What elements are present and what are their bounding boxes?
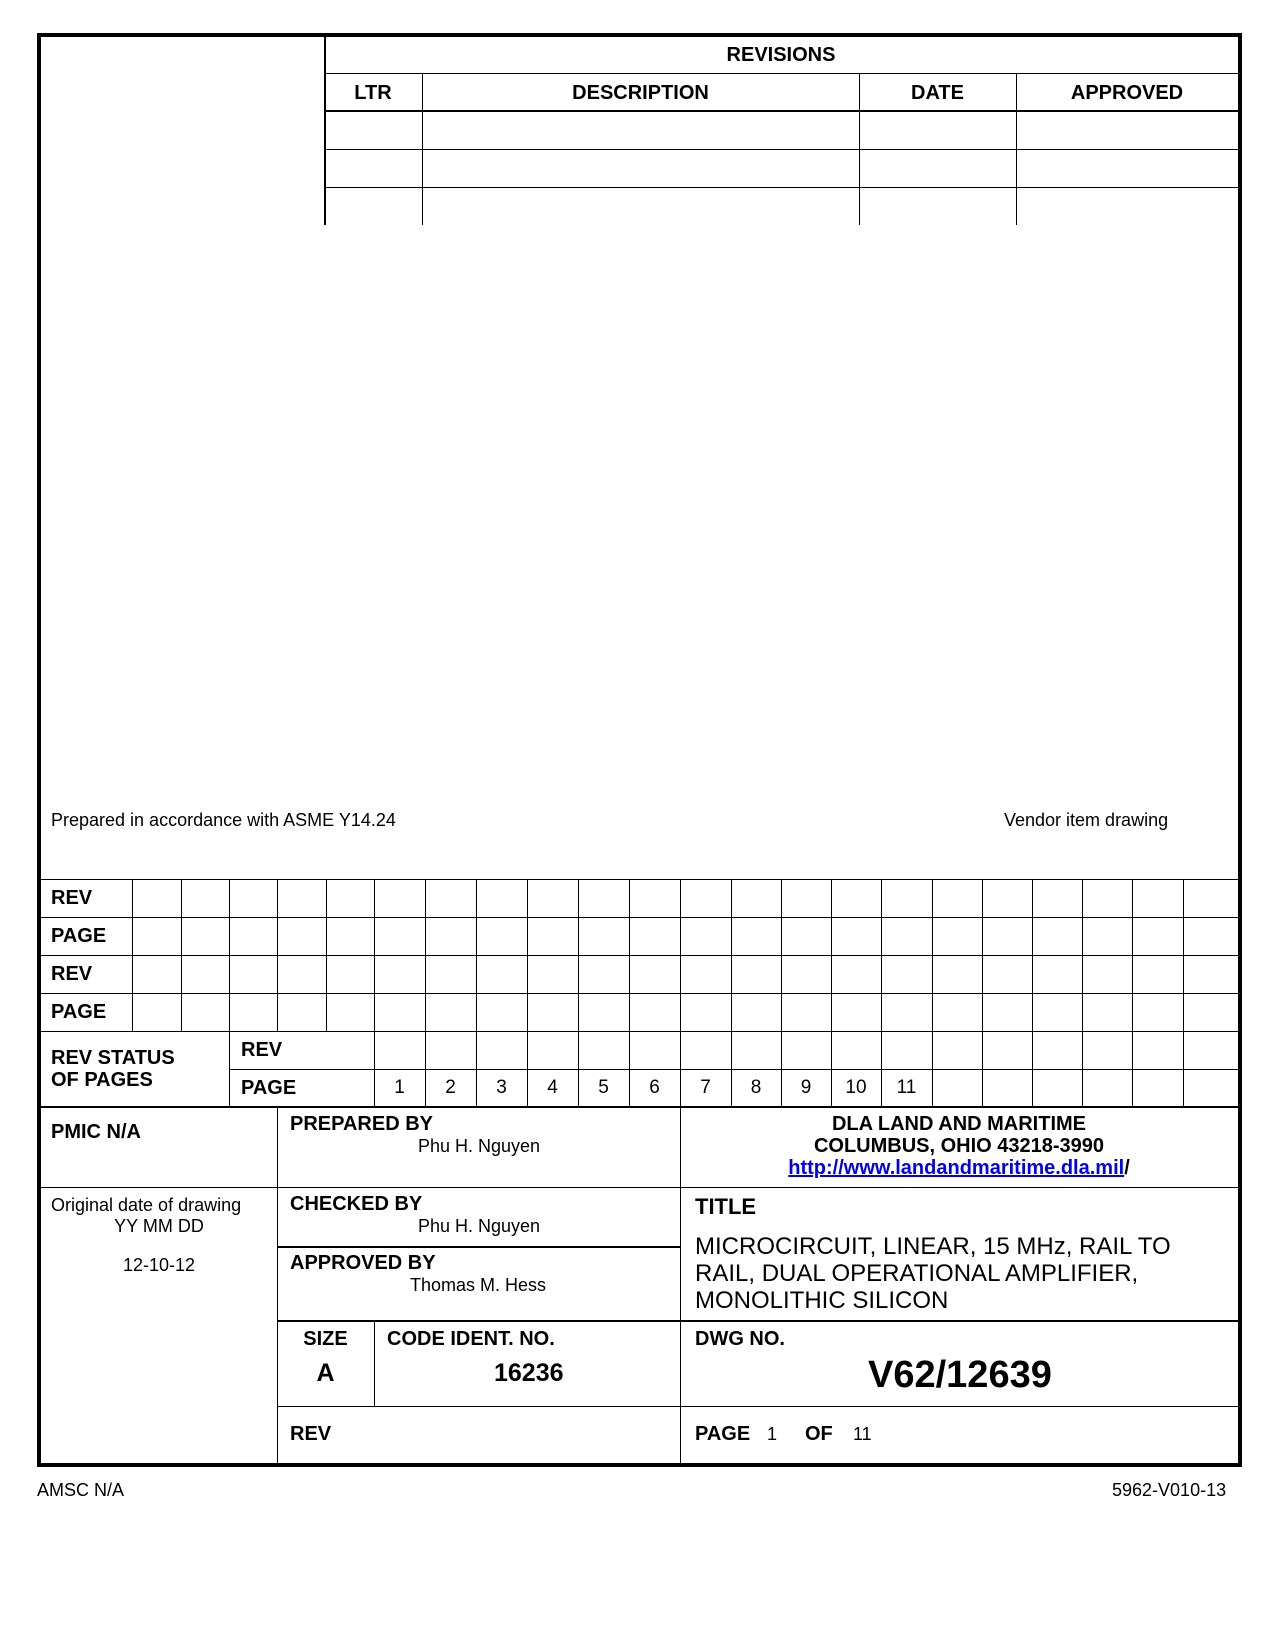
- dwg-no-value: V62/12639: [868, 1354, 1052, 1396]
- checked-by-name: Phu H. Nguyen: [418, 1216, 541, 1236]
- divider: [1032, 879, 1033, 1106]
- divider: [41, 955, 1238, 956]
- rev-row-label: REV: [51, 963, 93, 985]
- divider: [41, 879, 1238, 880]
- divider: [277, 879, 278, 1031]
- agency-name: DLA LAND AND MARITIME: [831, 1113, 1087, 1135]
- divider: [41, 1187, 1238, 1188]
- divider: [1132, 879, 1133, 1106]
- divider: [41, 917, 1238, 918]
- revisions-header-date: DATE: [911, 82, 964, 104]
- size-value: A: [316, 1359, 335, 1387]
- revisions-header-description: DESCRIPTION: [572, 82, 709, 104]
- of-label: OF: [805, 1423, 833, 1445]
- approved-by-label: APPROVED BY: [290, 1252, 436, 1274]
- amsc-note: AMSC N/A: [37, 1480, 125, 1500]
- agency-url-suffix: /: [1124, 1157, 1130, 1179]
- divider: [324, 73, 1238, 74]
- page-number-cell: 6: [649, 1076, 660, 1098]
- divider: [374, 1321, 375, 1406]
- asme-note: Prepared in accordance with ASME Y14.24: [51, 810, 396, 830]
- divider: [41, 993, 1238, 994]
- checked-by-label: CHECKED BY: [290, 1193, 423, 1215]
- divider: [277, 1106, 278, 1463]
- divider: [326, 879, 327, 1031]
- divider: [324, 110, 1238, 112]
- divider: [181, 879, 182, 1031]
- dwg-no-label: DWG NO.: [695, 1328, 785, 1350]
- divider: [932, 879, 933, 1106]
- rev-status-label: REV STATUS: [51, 1047, 175, 1069]
- divider: [324, 187, 1238, 188]
- revisions-header-ltr: LTR: [354, 82, 392, 104]
- page-row-label: PAGE: [51, 925, 107, 947]
- divider: [229, 879, 230, 1106]
- original-date-value: 12-10-12: [122, 1255, 196, 1275]
- revisions-title: REVISIONS: [726, 44, 836, 66]
- title-label: TITLE: [695, 1194, 757, 1219]
- divider: [41, 1031, 1238, 1032]
- page-row-label: PAGE: [51, 1001, 107, 1023]
- rev-label: REV: [290, 1423, 332, 1445]
- divider: [1082, 879, 1083, 1106]
- divider: [1183, 879, 1184, 1106]
- page-number-cell: 7: [700, 1076, 711, 1098]
- page-value: 1: [767, 1424, 778, 1444]
- size-label: SIZE: [303, 1328, 348, 1350]
- divider: [41, 1106, 1238, 1108]
- code-ident-label: CODE IDENT. NO.: [387, 1328, 555, 1350]
- approved-by-name: Thomas M. Hess: [410, 1275, 547, 1295]
- date-format-label: YY MM DD: [114, 1216, 204, 1236]
- prepared-by-name: Phu H. Nguyen: [418, 1136, 541, 1156]
- divider: [277, 1246, 680, 1248]
- form-number: 5962-V010-13: [1112, 1480, 1227, 1500]
- of-value: 11: [853, 1424, 872, 1444]
- pmic-label: PMIC N/A: [51, 1121, 141, 1143]
- page-number-cell: 1: [394, 1076, 405, 1098]
- agency-url-line: [680, 1158, 1238, 1178]
- divider: [324, 149, 1238, 150]
- rev-row-label: REV: [51, 887, 93, 909]
- page-number-cell: 9: [800, 1076, 812, 1098]
- vendor-item-note: Vendor item drawing: [1004, 810, 1169, 830]
- original-date-label: Original date of drawing: [51, 1195, 242, 1215]
- code-ident-value: 16236: [494, 1359, 564, 1387]
- divider: [277, 1406, 1238, 1407]
- agency-address: COLUMBUS, OHIO 43218-3990: [813, 1135, 1105, 1157]
- divider: [982, 879, 983, 1106]
- page-number-cell: 10: [845, 1076, 867, 1098]
- page-number-cell: 11: [896, 1076, 917, 1098]
- divider: [277, 1320, 1238, 1322]
- page-label: PAGE: [695, 1423, 751, 1445]
- page-number-cell: 5: [598, 1076, 609, 1098]
- rev-status-rev-label: REV: [241, 1039, 283, 1061]
- page-number-cell: 4: [547, 1076, 558, 1098]
- revisions-header-approved: APPROVED: [1070, 82, 1184, 104]
- drawing-title: MICROCIRCUIT, LINEAR, 15 MHz, RAIL TO RAIL, DUAL OPERATIONAL AMPLIFIER, MONOLITHIC SILICON: [695, 1233, 1171, 1314]
- divider: [132, 879, 133, 1031]
- of-pages-label: OF PAGES: [51, 1069, 153, 1091]
- page-number-cell: 8: [750, 1076, 762, 1098]
- page-number-cell: 2: [445, 1076, 456, 1098]
- rev-status-page-label: PAGE: [241, 1077, 297, 1099]
- prepared-by-label: PREPARED BY: [290, 1113, 433, 1135]
- page-number-cell: 3: [496, 1076, 507, 1098]
- agency-url-link[interactable]: http://www.landandmaritime.dla.mil: [788, 1157, 1125, 1179]
